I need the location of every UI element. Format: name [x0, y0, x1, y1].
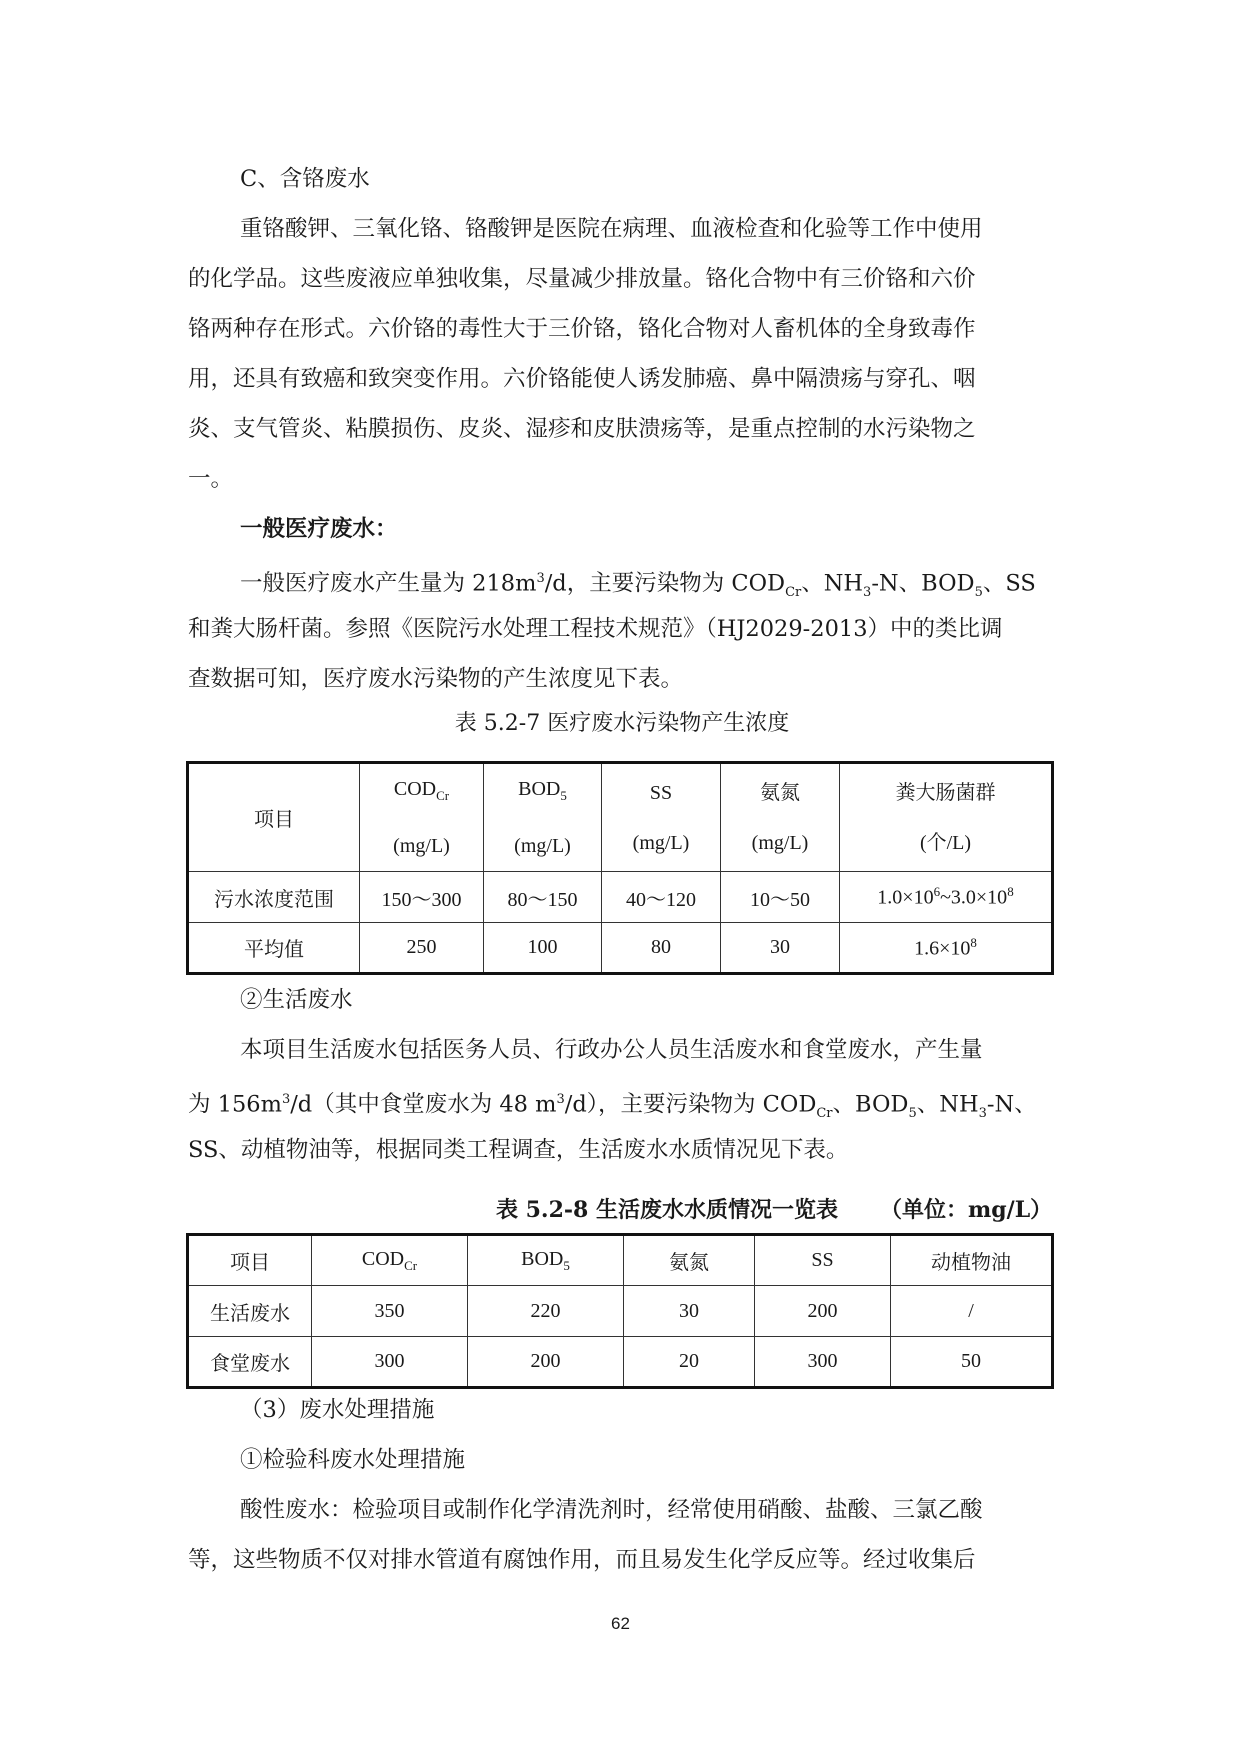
table-cell	[840, 872, 1053, 923]
header-cell	[602, 763, 721, 872]
text: 一般医疗废水产生量为 218m	[240, 570, 537, 597]
text: -N、BOD	[871, 570, 975, 597]
table-cell: 30	[624, 1286, 755, 1337]
table-row	[188, 872, 1053, 923]
text-line: 铬两种存在形式。六价铬的毒性大于三价铬，铬化合物对人畜机体的全身致毒作	[188, 316, 976, 342]
header-cell: SS	[755, 1235, 891, 1286]
header-cell: 氨氮	[624, 1235, 755, 1286]
text: COD	[361, 1247, 405, 1270]
general-heading: 一般医疗废水：	[240, 516, 398, 542]
subscript: 5	[908, 1106, 917, 1121]
table-cell: 200	[468, 1337, 624, 1388]
text: SS	[649, 781, 673, 804]
superscript: 3	[536, 571, 545, 586]
text-line: 酸性废水：检验项目或制作化学清洗剂时，经常使用硝酸、盐酸、三氯乙酸	[240, 1497, 983, 1523]
table-header-row	[188, 763, 1053, 872]
text: /d（其中食堂废水为 48 m	[290, 1091, 557, 1118]
text: /d，主要污染物为 COD	[544, 570, 786, 597]
table-cell	[840, 923, 1053, 974]
header-cell: 项目	[188, 763, 360, 872]
table-cell: 10～50	[721, 872, 840, 923]
header-cell: 项目	[188, 1235, 312, 1286]
header-cell	[721, 763, 840, 872]
row-label: 平均值	[188, 923, 360, 974]
header-cell	[840, 763, 1053, 872]
row-label: 污水浓度范围	[188, 872, 360, 923]
table-cell: 50	[891, 1337, 1053, 1388]
table-cell: 300	[755, 1337, 891, 1388]
para-chromium	[188, 204, 1056, 504]
unit-label: (mg/L)	[632, 831, 690, 854]
table2-domestic-wastewater	[186, 1233, 1054, 1389]
superscript: 3	[281, 1092, 291, 1107]
unit-label: (mg/L)	[393, 835, 450, 857]
text: 氨氮	[760, 781, 800, 804]
table-cell: 200	[755, 1286, 891, 1337]
superscript: 3	[556, 1092, 565, 1107]
table-row	[188, 1337, 1053, 1388]
text-line: 重铬酸钾、三氧化铬、铬酸钾是医院在病理、血液检查和化验等工作中使用	[240, 216, 983, 242]
lab-heading: ①检验科废水处理措施	[240, 1447, 466, 1473]
subscript: 5	[974, 585, 983, 600]
text-line	[188, 554, 1056, 604]
table-cell: /	[891, 1286, 1053, 1337]
text: COD	[393, 778, 437, 800]
table-cell: 80～150	[484, 872, 602, 923]
text-line: 查数据可知，医疗废水污染物的产生浓度见下表。	[188, 666, 684, 692]
table-cell: 30	[721, 923, 840, 974]
para-domestic	[188, 1025, 1056, 1175]
table-row	[188, 1286, 1053, 1337]
table-cell: 350	[312, 1286, 468, 1337]
subscript: Cr	[816, 1106, 833, 1121]
text-line: 用，还具有致癌和致突变作用。六价铬能使人诱发肺癌、鼻中隔溃疡与穿孔、咽	[188, 366, 976, 392]
subscript: Cr	[436, 788, 450, 803]
header-cell	[312, 1235, 468, 1286]
domestic-heading: ②生活废水	[240, 987, 353, 1013]
superscript: 6	[933, 884, 941, 900]
text-line	[188, 1075, 1056, 1125]
table-cell: 150～300	[360, 872, 484, 923]
text: 、BOD	[832, 1091, 909, 1118]
text: BOD	[518, 778, 561, 800]
text-line: 本项目生活废水包括医务人员、行政办公人员生活废水和食堂废水，产生量	[240, 1037, 983, 1063]
table-cell: 250	[360, 923, 484, 974]
table-cell: 20	[624, 1337, 755, 1388]
subscript: Cr	[785, 585, 802, 600]
text: 、NH	[801, 570, 864, 597]
table1-pollutant-concentration	[186, 761, 1054, 975]
unit-label: (个/L)	[919, 831, 972, 854]
subscript: 3	[978, 1106, 987, 1121]
text: 为 156m	[188, 1091, 282, 1118]
para-general	[188, 554, 1056, 704]
section-c-title: C、含铬废水	[240, 166, 370, 192]
header-cell	[360, 763, 484, 872]
unit-label: (mg/L)	[514, 835, 571, 857]
text: /d），主要污染物为 COD	[564, 1091, 817, 1118]
table-row	[188, 923, 1053, 974]
row-label: 食堂废水	[188, 1337, 312, 1388]
table-cell: 40～120	[602, 872, 721, 923]
text-line: 和粪大肠杆菌。参照《医院污水处理工程技术规范》（HJ2029-2013）中的类比调	[188, 616, 1003, 642]
text: ~3.0×10	[940, 886, 1008, 909]
table-header-row	[188, 1235, 1053, 1286]
table-cell: 300	[312, 1337, 468, 1388]
text: 1.0×10	[877, 886, 934, 909]
page-number: 62	[611, 1614, 630, 1633]
unit-label: (mg/L)	[751, 831, 809, 854]
table2-caption: 表 5.2-8 生活废水水质情况一览表	[495, 1197, 838, 1223]
table-cell: 100	[484, 923, 602, 974]
measures-heading: （3）废水处理措施	[240, 1397, 435, 1423]
superscript: 8	[970, 934, 977, 950]
table-cell: 220	[468, 1286, 624, 1337]
text: -N、	[986, 1091, 1037, 1118]
text: 、NH	[916, 1091, 979, 1118]
subscript: 5	[563, 1257, 570, 1273]
table-cell: 80	[602, 923, 721, 974]
header-cell: 动植物油	[891, 1235, 1053, 1286]
header-cell	[484, 763, 602, 872]
subscript: 3	[863, 585, 872, 600]
subscript: Cr	[404, 1257, 418, 1273]
text: 粪大肠菌群	[895, 781, 996, 804]
text: 1.6×10	[914, 937, 971, 960]
text-line: 一。	[188, 466, 234, 492]
para-acid	[188, 1485, 1056, 1585]
text-line: SS、动植物油等，根据同类工程调查，生活废水水质情况见下表。	[188, 1137, 849, 1163]
subscript: 5	[560, 788, 567, 803]
header-cell	[468, 1235, 624, 1286]
row-label: 生活废水	[188, 1286, 312, 1337]
text: BOD	[521, 1247, 564, 1270]
text-line: 炎、支气管炎、粘膜损伤、皮炎、湿疹和皮肤溃疡等，是重点控制的水污染物之	[188, 416, 976, 442]
table2-unit: （单位：mg/L）	[880, 1197, 1053, 1223]
text: 、SS	[982, 570, 1036, 597]
superscript: 8	[1007, 884, 1014, 900]
table1-caption: 表 5.2-7 医疗废水污染物产生浓度	[454, 711, 790, 736]
text-line: 等，这些物质不仅对排水管道有腐蚀作用，而且易发生化学反应等。经过收集后	[188, 1547, 976, 1573]
text-line: 的化学品。这些废液应单独收集，尽量减少排放量。铬化合物中有三价铬和六价	[188, 266, 976, 292]
